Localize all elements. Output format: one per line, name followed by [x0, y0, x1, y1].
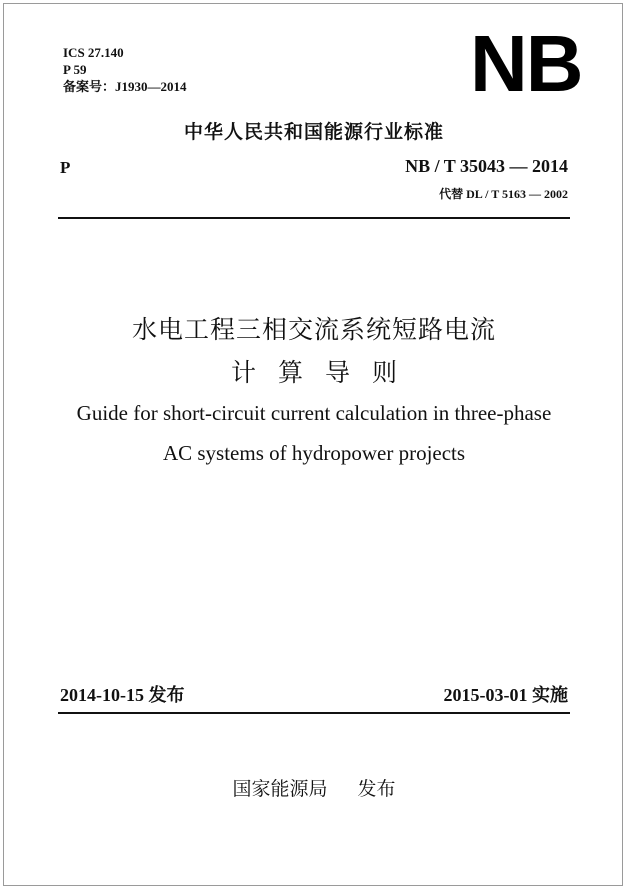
- standard-number: NB / T 35043 — 2014: [405, 156, 568, 176]
- class-code: P 59: [63, 62, 87, 77]
- top-rule: [58, 217, 570, 219]
- title-en-line2: AC systems of hydropower projects: [162, 441, 466, 465]
- effective-label: 实施: [532, 685, 568, 706]
- publisher-line: [0, 774, 628, 801]
- filing-number: [63, 78, 187, 96]
- category-letter: P: [60, 158, 71, 177]
- replaces-note: [439, 185, 568, 202]
- classification-codes: [63, 44, 187, 96]
- publisher-label: 发布: [357, 778, 396, 800]
- industry-standard-heading: 中华人民共和国能源行业标准: [183, 121, 444, 143]
- filing-label: 备案号：: [63, 80, 116, 95]
- effective-date-block: [444, 681, 569, 707]
- filing-value: J1930—2014: [115, 79, 187, 94]
- effective-date: 2015-03-01: [443, 685, 528, 705]
- replaces-label: 代替: [439, 187, 464, 201]
- title-en-line1: Guide for short-circuit current calculation in three-phase: [76, 401, 552, 425]
- replaces-number: DL / T 5163 — 2002: [466, 187, 568, 201]
- issue-date-block: [60, 681, 185, 707]
- ics-code: ICS 27.140: [63, 45, 124, 60]
- bottom-rule: [58, 712, 570, 714]
- issue-date: 2014-10-15: [60, 685, 144, 705]
- issue-label: 发布: [148, 685, 185, 706]
- publisher-name: 国家能源局: [232, 778, 328, 800]
- title-cn-line2: 计算导则: [230, 358, 419, 387]
- title-cn-line1: 水电工程三相交流系统短路电流: [131, 315, 496, 344]
- nb-logo: NB: [470, 19, 582, 108]
